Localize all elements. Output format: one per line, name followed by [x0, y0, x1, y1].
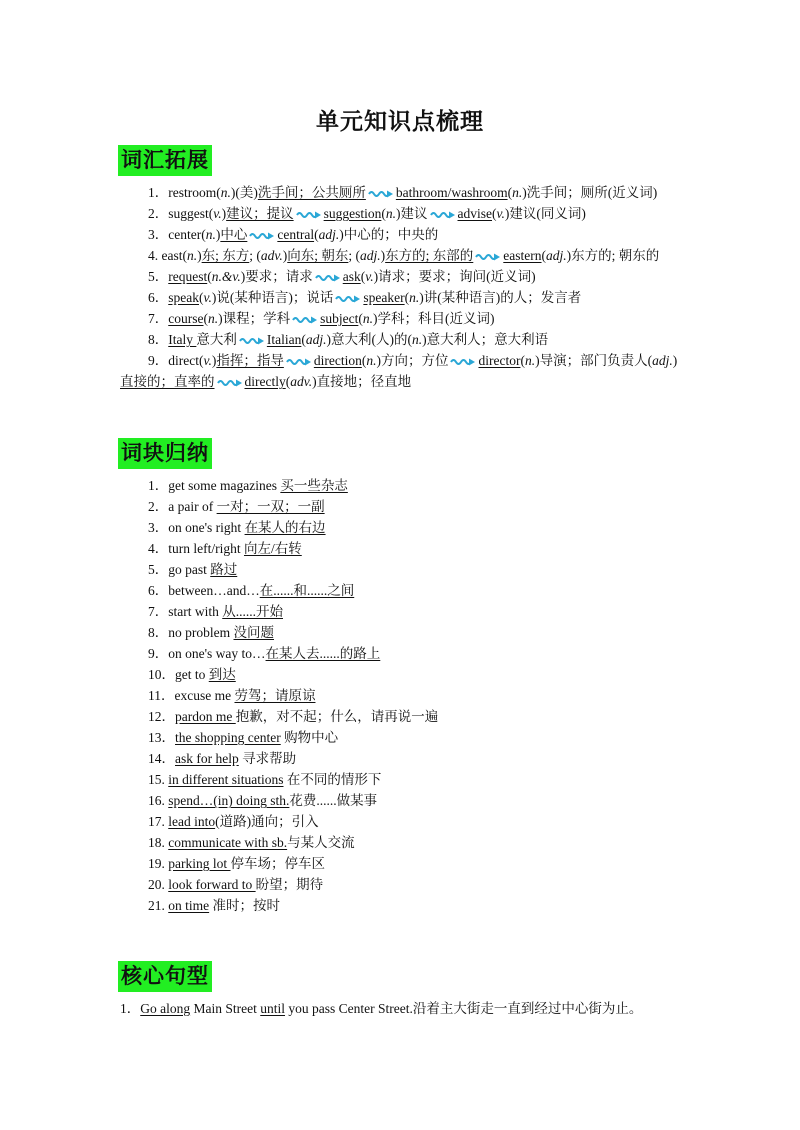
part-of-speech: v.	[203, 290, 212, 305]
item-text: )	[380, 248, 386, 263]
item-text: 6．	[148, 290, 169, 305]
section-heading-phrases: 词块归纳	[118, 438, 212, 469]
answer-text: speak	[168, 290, 199, 305]
phrase-item	[120, 790, 690, 811]
answer-text: speaker	[363, 290, 405, 305]
item-text: (	[203, 311, 208, 326]
answer-text: 中心	[220, 227, 248, 242]
phrase-item	[120, 832, 690, 853]
item-text: 准时；按时	[209, 898, 280, 913]
answer-text: 买一些杂志	[280, 478, 348, 493]
wave-arrow-icon	[217, 378, 243, 387]
item-text: 9．direct(	[148, 353, 204, 368]
answer-text: 在某人去......的路上	[265, 646, 381, 661]
answer-text: 东; 东方	[201, 248, 250, 263]
item-text: 8．no problem	[148, 625, 234, 640]
item-text: 21.	[148, 898, 169, 913]
wave-arrow-icon	[239, 336, 265, 345]
sentence-item	[120, 998, 690, 1019]
part-of-speech: adv.	[290, 374, 313, 389]
phrase-item	[120, 811, 690, 832]
item-text: 4. east(	[148, 248, 187, 263]
vocab-item	[120, 329, 690, 350]
item-text: )建议(同义词)	[504, 206, 586, 221]
phrase-item	[120, 748, 690, 769]
part-of-speech: v.	[203, 353, 212, 368]
item-text: 在不同的情形下	[283, 772, 382, 787]
item-text: 4．turn left/right	[148, 541, 244, 556]
item-text: )	[282, 248, 288, 263]
item-text: (	[507, 185, 513, 200]
item-text: )导演；部门负责人(	[535, 353, 653, 368]
item-text: )讲(某种语言)的人；发言者	[419, 290, 582, 305]
item-text: (	[492, 206, 497, 221]
part-of-speech: n.	[385, 206, 397, 221]
item-text: )	[211, 353, 217, 368]
answer-text: subject	[320, 311, 359, 326]
phrase-item	[120, 580, 690, 601]
item-text: (	[360, 269, 366, 284]
wave-arrow-icon	[315, 273, 341, 282]
answer-text: 建议；提议	[226, 206, 294, 221]
answer-text: 直接的；直率的	[120, 374, 215, 389]
part-of-speech: n.	[409, 290, 420, 305]
item-text: )洗手间；厕所(近义词)	[522, 185, 658, 200]
item-text: )	[215, 227, 221, 242]
vocab-item	[120, 350, 690, 392]
phrase-list	[120, 475, 690, 916]
item-text: you pass Center Street.沿着主大街走一直到经过中心街为止。	[285, 1001, 643, 1016]
answer-text: 劳驾；请原谅	[234, 688, 316, 703]
item-text: )方向；方位	[376, 353, 449, 368]
vocab-item	[120, 308, 690, 329]
wave-arrow-icon	[249, 231, 275, 240]
part-of-speech: v.	[496, 206, 505, 221]
answer-text: parking lot	[168, 856, 231, 871]
part-of-speech: n.	[411, 332, 423, 347]
part-of-speech: n.&v.	[211, 269, 241, 284]
item-text: )	[221, 206, 227, 221]
item-text: 13．	[148, 730, 175, 745]
answer-text: direction	[313, 353, 362, 368]
part-of-speech: n.	[524, 353, 536, 368]
wave-arrow-icon	[296, 210, 322, 219]
answer-text: 东方的; 东部的	[385, 248, 474, 263]
item-text: 意大利	[196, 332, 237, 347]
item-text: 16.	[148, 793, 169, 808]
item-text: )建议	[396, 206, 428, 221]
part-of-speech: adv.	[260, 248, 283, 263]
answer-text: Italian	[266, 332, 302, 347]
phrase-item	[120, 643, 690, 664]
phrase-item	[120, 769, 690, 790]
answer-text: request	[168, 269, 208, 284]
vocab-item	[120, 266, 690, 287]
item-text: 10．get to	[148, 667, 209, 682]
answer-text: look forward to	[168, 877, 256, 892]
answer-text: until	[260, 1001, 286, 1016]
answer-text: 一对；一双；一副	[216, 499, 325, 514]
answer-text: 在某人的右边	[244, 520, 326, 535]
wave-arrow-icon	[475, 252, 501, 261]
item-text: 5．go past	[148, 562, 211, 577]
item-text: (	[361, 353, 367, 368]
phrase-item	[120, 895, 690, 916]
answer-text: lead into	[168, 814, 216, 829]
vocab-item	[120, 224, 690, 245]
vocab-item	[120, 182, 690, 203]
item-text: )	[672, 353, 678, 368]
item-text: 8．	[148, 332, 169, 347]
phrase-item	[120, 517, 690, 538]
item-text: ; (	[348, 248, 361, 263]
phrase-item	[120, 706, 690, 727]
wave-arrow-icon	[430, 210, 456, 219]
item-text: 15.	[148, 772, 169, 787]
answer-text: communicate with sb.	[168, 835, 288, 850]
page-title: 单元知识点梳理	[316, 109, 484, 135]
part-of-speech: n.	[512, 185, 523, 200]
answer-text: 没问题	[233, 625, 274, 640]
answer-text: 向左/右转	[243, 541, 302, 556]
answer-text: Italy	[168, 332, 197, 347]
item-text: ; (	[249, 248, 261, 263]
item-text: )要求；请求	[240, 269, 313, 284]
item-text: 1．restroom(	[148, 185, 221, 200]
phrase-item	[120, 664, 690, 685]
part-of-speech: n.	[366, 353, 377, 368]
answer-text: on time	[168, 898, 210, 913]
item-text: (	[404, 290, 410, 305]
vocab-item	[120, 245, 690, 266]
vocab-list	[120, 182, 690, 392]
item-text: )直接地；径直地	[312, 374, 412, 389]
item-text: (	[199, 290, 204, 305]
item-text: (	[207, 269, 212, 284]
item-text: )意大利(人)的(	[326, 332, 412, 347]
item-text: )意大利人；意大利语	[422, 332, 549, 347]
answer-text: bathroom/washroom	[395, 185, 508, 200]
wave-arrow-icon	[450, 357, 476, 366]
item-text: 12．	[148, 709, 175, 724]
answer-text: course	[168, 311, 204, 326]
item-text: )说(某种语言)；说话	[211, 290, 334, 305]
answer-text: suggestion	[323, 206, 382, 221]
answer-text: 指挥；指导	[216, 353, 284, 368]
item-text: (道路)通向；引入	[215, 814, 319, 829]
part-of-speech: n.	[362, 311, 373, 326]
item-text: 停车场；停车区	[230, 856, 325, 871]
item-text: )请求；要求；询问(近义词)	[373, 269, 536, 284]
answer-text: the shopping center	[175, 730, 281, 745]
part-of-speech: v.	[365, 269, 374, 284]
item-text: (	[358, 311, 363, 326]
item-text: (	[285, 374, 291, 389]
answer-text: directly	[244, 374, 286, 389]
item-text: 3．on one's right	[148, 520, 245, 535]
item-text: 寻求帮助	[238, 751, 297, 766]
item-text: 1．	[120, 1001, 141, 1016]
answer-text: director	[478, 353, 521, 368]
item-text: 花费......做某事	[289, 793, 378, 808]
part-of-speech: adj.	[305, 332, 327, 347]
item-text: 19.	[148, 856, 169, 871]
wave-arrow-icon	[286, 357, 312, 366]
part-of-speech: v.	[213, 206, 222, 221]
item-text: 6．between…and…	[148, 583, 260, 598]
item-text: 3．center(	[148, 227, 206, 242]
wave-arrow-icon	[292, 315, 318, 324]
part-of-speech: n.	[220, 185, 231, 200]
phrase-item	[120, 559, 690, 580]
item-text: 20.	[148, 877, 169, 892]
item-text: Main Street	[190, 1001, 261, 1016]
item-text: )东方的; 朝东的	[566, 248, 660, 263]
section-heading-sentences: 核心句型	[118, 961, 212, 992]
item-text: 7．	[148, 311, 169, 326]
phrase-item	[120, 727, 690, 748]
item-text: 1．get some magazines	[148, 478, 281, 493]
phrase-item	[120, 538, 690, 559]
item-text: 2．suggest(	[148, 206, 214, 221]
answer-text: ask	[342, 269, 361, 284]
sentence-list	[120, 998, 690, 1019]
part-of-speech: n.	[205, 227, 216, 242]
item-text: 7．start with	[148, 604, 223, 619]
item-text: 2．a pair of	[148, 499, 217, 514]
item-text: )	[197, 248, 202, 263]
item-text: (	[301, 332, 306, 347]
item-text: )中心的；中央的	[339, 227, 439, 242]
phrase-item	[120, 601, 690, 622]
answer-text: ask for help	[175, 751, 239, 766]
vocab-item	[120, 203, 690, 224]
item-text: 14．	[148, 751, 175, 766]
answer-text: advise	[457, 206, 493, 221]
item-text: 9．on one's way to…	[148, 646, 266, 661]
item-text: (	[314, 227, 319, 242]
part-of-speech: n.	[186, 248, 198, 263]
answer-text: in different situations	[168, 772, 284, 787]
answer-text: pardon me	[175, 709, 236, 724]
answer-text: 向东; 朝东	[287, 248, 349, 263]
item-text: 与某人交流	[287, 835, 355, 850]
phrase-item	[120, 622, 690, 643]
item-text: 5．	[148, 269, 169, 284]
wave-arrow-icon	[368, 189, 394, 198]
part-of-speech: adj.	[360, 248, 381, 263]
answer-text: 到达	[208, 667, 236, 682]
answer-text: central	[277, 227, 315, 242]
item-text: 购物中心	[280, 730, 339, 745]
item-text: 17.	[148, 814, 169, 829]
phrase-item	[120, 874, 690, 895]
part-of-speech: adj.	[318, 227, 340, 242]
answer-text: spend…(in) doing sth.	[168, 793, 290, 808]
answer-text: 在......和......之间	[259, 583, 355, 598]
phrase-item	[120, 475, 690, 496]
section-heading-vocab: 词汇拓展	[118, 145, 212, 176]
answer-text: 洗手间；公共厕所	[257, 185, 366, 200]
answer-text: 从......开始	[222, 604, 283, 619]
answer-text: Go along	[140, 1001, 191, 1016]
phrase-item	[120, 496, 690, 517]
part-of-speech: adj.	[546, 248, 567, 263]
item-text: (	[381, 206, 386, 221]
phrase-item	[120, 853, 690, 874]
answer-text: eastern	[503, 248, 542, 263]
part-of-speech: adj.	[652, 353, 673, 368]
item-text: (	[520, 353, 525, 368]
item-text: 抱歉，对不起；什么，请再说一遍	[235, 709, 439, 724]
vocab-item	[120, 287, 690, 308]
part-of-speech: n.	[207, 311, 219, 326]
item-text: (	[541, 248, 547, 263]
item-text: )(美)	[230, 185, 258, 200]
item-text: )学科；科目(近义词)	[372, 311, 495, 326]
item-text: 11．excuse me	[148, 688, 235, 703]
wave-arrow-icon	[335, 294, 361, 303]
phrase-item	[120, 685, 690, 706]
item-text: 盼望；期待	[255, 877, 324, 892]
answer-text: 路过	[210, 562, 238, 577]
item-text: )课程；学科	[218, 311, 291, 326]
item-text: 18.	[148, 835, 169, 850]
